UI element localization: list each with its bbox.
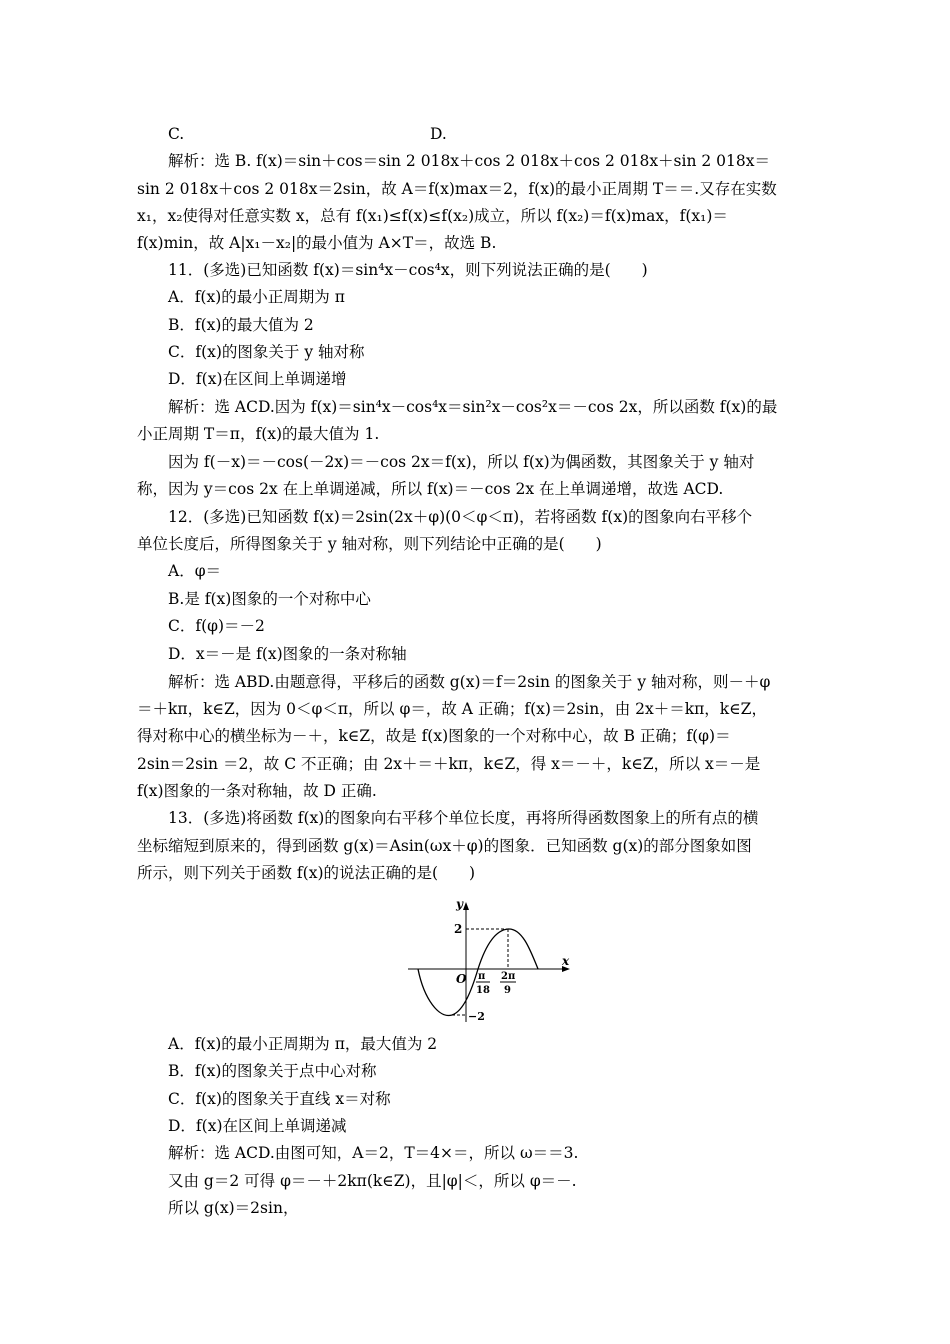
text-line: 解析：选 ACD.由图可知，A＝2，T＝4×＝，所以 ω＝＝3. bbox=[168, 1144, 579, 1162]
option-c-label: C. bbox=[168, 125, 185, 143]
text-line: D．x＝－是 f(x)图象的一条对称轴 bbox=[168, 645, 407, 663]
text-line: C．f(x)的图象关于直线 x＝对称 bbox=[168, 1090, 391, 1108]
text-line: 因为 f(－x)＝－cos(－2x)＝－cos 2x＝f(x)，所以 f(x)为偶函数，其图象关于 y 轴对 bbox=[168, 453, 755, 471]
option-d-label: D. bbox=[430, 125, 447, 143]
text-line bbox=[168, 124, 848, 144]
x-tick1-numerator: π bbox=[478, 971, 486, 982]
y-min-label: −2 bbox=[468, 1010, 485, 1023]
origin-label: O bbox=[456, 972, 467, 986]
text-line: D．f(x)在区间上单调递增 bbox=[168, 370, 347, 388]
text-line: 2sin＝2sin ＝2，故 C 不正确；由 2x＋＝＋kπ，k∈Z，得 x＝－＋，k∈Z，所以 x＝－是 bbox=[137, 755, 761, 773]
text-line: f(x)图象的一条对称轴，故 D 正确. bbox=[137, 782, 377, 800]
text-line: 又由 g＝2 可得 φ＝－＋2kπ(k∈Z)，且|φ|＜，所以 φ＝－. bbox=[168, 1172, 577, 1190]
text-line: 解析：选 ABD.由题意得，平移后的函数 g(x)＝f＝2sin 的图象关于 y 轴对称，则－＋φ bbox=[168, 673, 771, 691]
text-line: C．f(x)的图象关于 y 轴对称 bbox=[168, 343, 365, 361]
text-line: 11．(多选)已知函数 f(x)＝sin⁴x－cos⁴x，则下列说法正确的是( ) bbox=[168, 261, 648, 279]
x-tick1-denominator: 18 bbox=[476, 985, 490, 996]
text-line: 称，因为 y＝cos 2x 在上单调递减，所以 f(x)＝－cos 2x 在上单调递增，故选 ACD. bbox=[137, 480, 724, 498]
text-line: D．f(x)在区间上单调递减 bbox=[168, 1117, 347, 1135]
text-line: 13．(多选)将函数 f(x)的图象向右平移个单位长度，再将所得函数图象上的所有点的横 bbox=[168, 809, 759, 827]
text-line: B．f(x)的图象关于点中心对称 bbox=[168, 1062, 377, 1080]
text-line: 解析：选 ACD.因为 f(x)＝sin⁴x－cos⁴x＝sin²x－cos²x＝－cos 2x，所以函数 f(x)的最 bbox=[168, 398, 778, 416]
x-axis-label: x bbox=[562, 954, 570, 968]
text-line: 所示，则下列关于函数 f(x)的说法正确的是( ) bbox=[137, 864, 476, 882]
x-tick2-denominator: 9 bbox=[504, 985, 511, 996]
text-line: 12．(多选)已知函数 f(x)＝2sin(2x＋φ)(0＜φ＜π)，若将函数 f(x)的图象向右平移个 bbox=[168, 508, 753, 526]
y-axis-label: y bbox=[456, 897, 463, 911]
x-tick2-numerator: 2π bbox=[501, 971, 516, 982]
sine-graph-figure bbox=[404, 894, 576, 1026]
text-line: sin 2 018x＋cos 2 018x＝2sin，故 A＝f(x)max＝2，f(x)的最小正周期 T＝＝.又存在实数 bbox=[137, 180, 777, 198]
text-line: C．f(φ)＝－2 bbox=[168, 617, 265, 635]
text-line: 单位长度后，所得图象关于 y 轴对称，则下列结论中正确的是( ) bbox=[137, 535, 602, 553]
text-line: A．φ＝ bbox=[168, 562, 222, 580]
text-line: x₁，x₂使得对任意实数 x，总有 f(x₁)≤f(x)≤f(x₂)成立，所以 f(x₂)＝f(x)max，f(x₁)＝ bbox=[137, 207, 728, 225]
text-line: A．f(x)的最小正周期为 π，最大值为 2 bbox=[168, 1035, 438, 1053]
text-line: B．f(x)的最大值为 2 bbox=[168, 316, 314, 334]
text-line: B.是 f(x)图象的一个对称中心 bbox=[168, 590, 371, 608]
text-line: A．f(x)的最小正周期为 π bbox=[168, 288, 345, 306]
y-max-label: 2 bbox=[454, 922, 463, 936]
text-line: 解析：选 B. f(x)＝sin＋cos＝sin 2 018x＋cos 2 018x＋cos 2 018x＋sin 2 018x＝ bbox=[168, 152, 770, 170]
text-line: 得对称中心的横坐标为－＋，k∈Z，故是 f(x)图象的一个对称中心，故 B 正确；f(φ)＝ bbox=[137, 727, 731, 745]
text-line: f(x)min，故 A|x₁－x₂|的最小值为 A×T＝，故选 B. bbox=[137, 234, 497, 252]
text-line: ＝＋kπ，k∈Z，因为 0＜φ＜π，所以 φ＝，故 A 正确；f(x)＝2sin，由 2x＋＝kπ，k∈Z， bbox=[137, 700, 767, 718]
text-line: 小正周期 T＝π，f(x)的最大值为 1. bbox=[137, 425, 380, 443]
text-line: 所以 g(x)＝2sin， bbox=[168, 1199, 299, 1217]
y-axis-arrow bbox=[463, 902, 469, 910]
text-line: 坐标缩短到原来的，得到函数 g(x)＝Asin(ωx＋φ)的图象．已知函数 g(x)的部分图象如图 bbox=[137, 837, 752, 855]
